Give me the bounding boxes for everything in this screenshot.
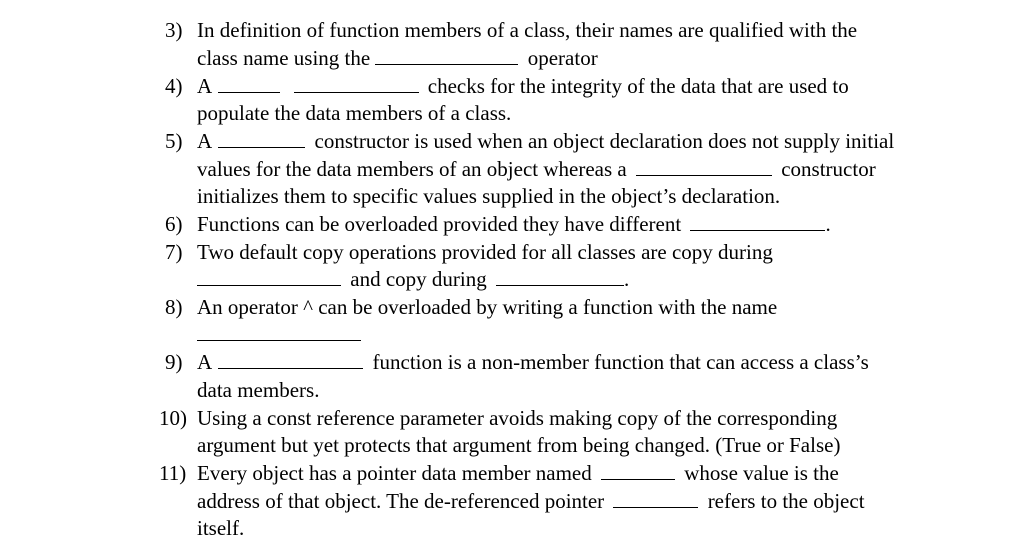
question-number: 7) <box>165 240 183 264</box>
answer-blank[interactable] <box>496 266 624 286</box>
question-number: 6) <box>165 212 183 236</box>
question-text: values for the data members of an object whereas a <box>197 157 627 181</box>
question-number: 4) <box>165 74 183 98</box>
question-text: constructor <box>781 157 876 181</box>
question-text: address of that object. The de-referenced pointer <box>197 489 605 513</box>
question-number: 8) <box>165 295 183 319</box>
answer-blank[interactable] <box>218 128 305 148</box>
question-number: 10) <box>159 406 187 430</box>
question-number: 11) <box>159 461 187 485</box>
question-text: refers to the object <box>707 489 865 513</box>
question-line <box>197 265 629 293</box>
question-line <box>197 72 849 100</box>
question-line <box>197 348 869 376</box>
question-text: and copy during <box>350 267 487 291</box>
answer-blank[interactable] <box>197 266 341 286</box>
question-line <box>197 320 361 348</box>
question-line <box>197 293 777 321</box>
question-text: Every object has a pointer data member named <box>197 461 592 485</box>
question-line <box>197 99 511 127</box>
question-text: function is a non-member function that can access a class’s <box>372 350 869 374</box>
question-line <box>197 459 839 487</box>
question-text: populate the data members of a class. <box>197 101 512 125</box>
question-number: 5) <box>165 129 183 153</box>
question-text: A <box>197 74 212 98</box>
question-text: A <box>197 350 212 374</box>
question-text: constructor is used when an object declaration does not supply initial <box>314 129 895 153</box>
question-line <box>197 376 319 404</box>
question-text: A <box>197 129 212 153</box>
answer-blank[interactable] <box>197 321 361 341</box>
question-line <box>197 210 831 238</box>
question-text: Two default copy operations provided for all classes are copy during <box>197 240 773 264</box>
question-text: initializes them to specific values supplied in the object’s declaration. <box>197 184 781 208</box>
question-text: checks for the integrity of the data that are used to <box>427 74 849 98</box>
question-line <box>197 514 244 542</box>
question-line <box>197 44 598 72</box>
answer-blank[interactable] <box>613 488 698 508</box>
question-text: Functions can be overloaded provided they have different <box>197 212 682 236</box>
question-text: whose value is the <box>684 461 839 485</box>
question-text: An operator ^ can be overloaded by writing a function with the name <box>197 295 778 319</box>
question-line <box>197 238 773 266</box>
question-text: itself. <box>197 516 245 540</box>
answer-blank[interactable] <box>375 45 518 65</box>
answer-blank[interactable] <box>218 73 280 93</box>
answer-blank[interactable] <box>601 460 675 480</box>
question-line <box>197 182 780 210</box>
question-number: 9) <box>165 350 183 374</box>
question-line <box>197 155 876 183</box>
question-text: . <box>825 212 831 236</box>
question-line <box>197 487 865 515</box>
question-line <box>197 127 894 155</box>
question-text: operator <box>527 46 598 70</box>
question-number: 3) <box>165 18 183 42</box>
question-line <box>197 16 857 44</box>
question-line <box>197 431 840 459</box>
question-text: class name using the <box>197 46 371 70</box>
question-text: argument but yet protects that argument from being changed. (True or False) <box>197 433 841 457</box>
question-text: In definition of function members of a class, their names are qualified with the <box>197 18 858 42</box>
answer-blank[interactable] <box>218 349 363 369</box>
question-line <box>197 404 837 432</box>
question-text: data members. <box>197 378 320 402</box>
answer-blank[interactable] <box>690 211 825 231</box>
answer-blank[interactable] <box>636 156 772 176</box>
question-text: Using a const reference parameter avoids making copy of the corresponding <box>197 406 838 430</box>
answer-blank[interactable] <box>294 73 419 93</box>
question-text: . <box>623 267 630 291</box>
